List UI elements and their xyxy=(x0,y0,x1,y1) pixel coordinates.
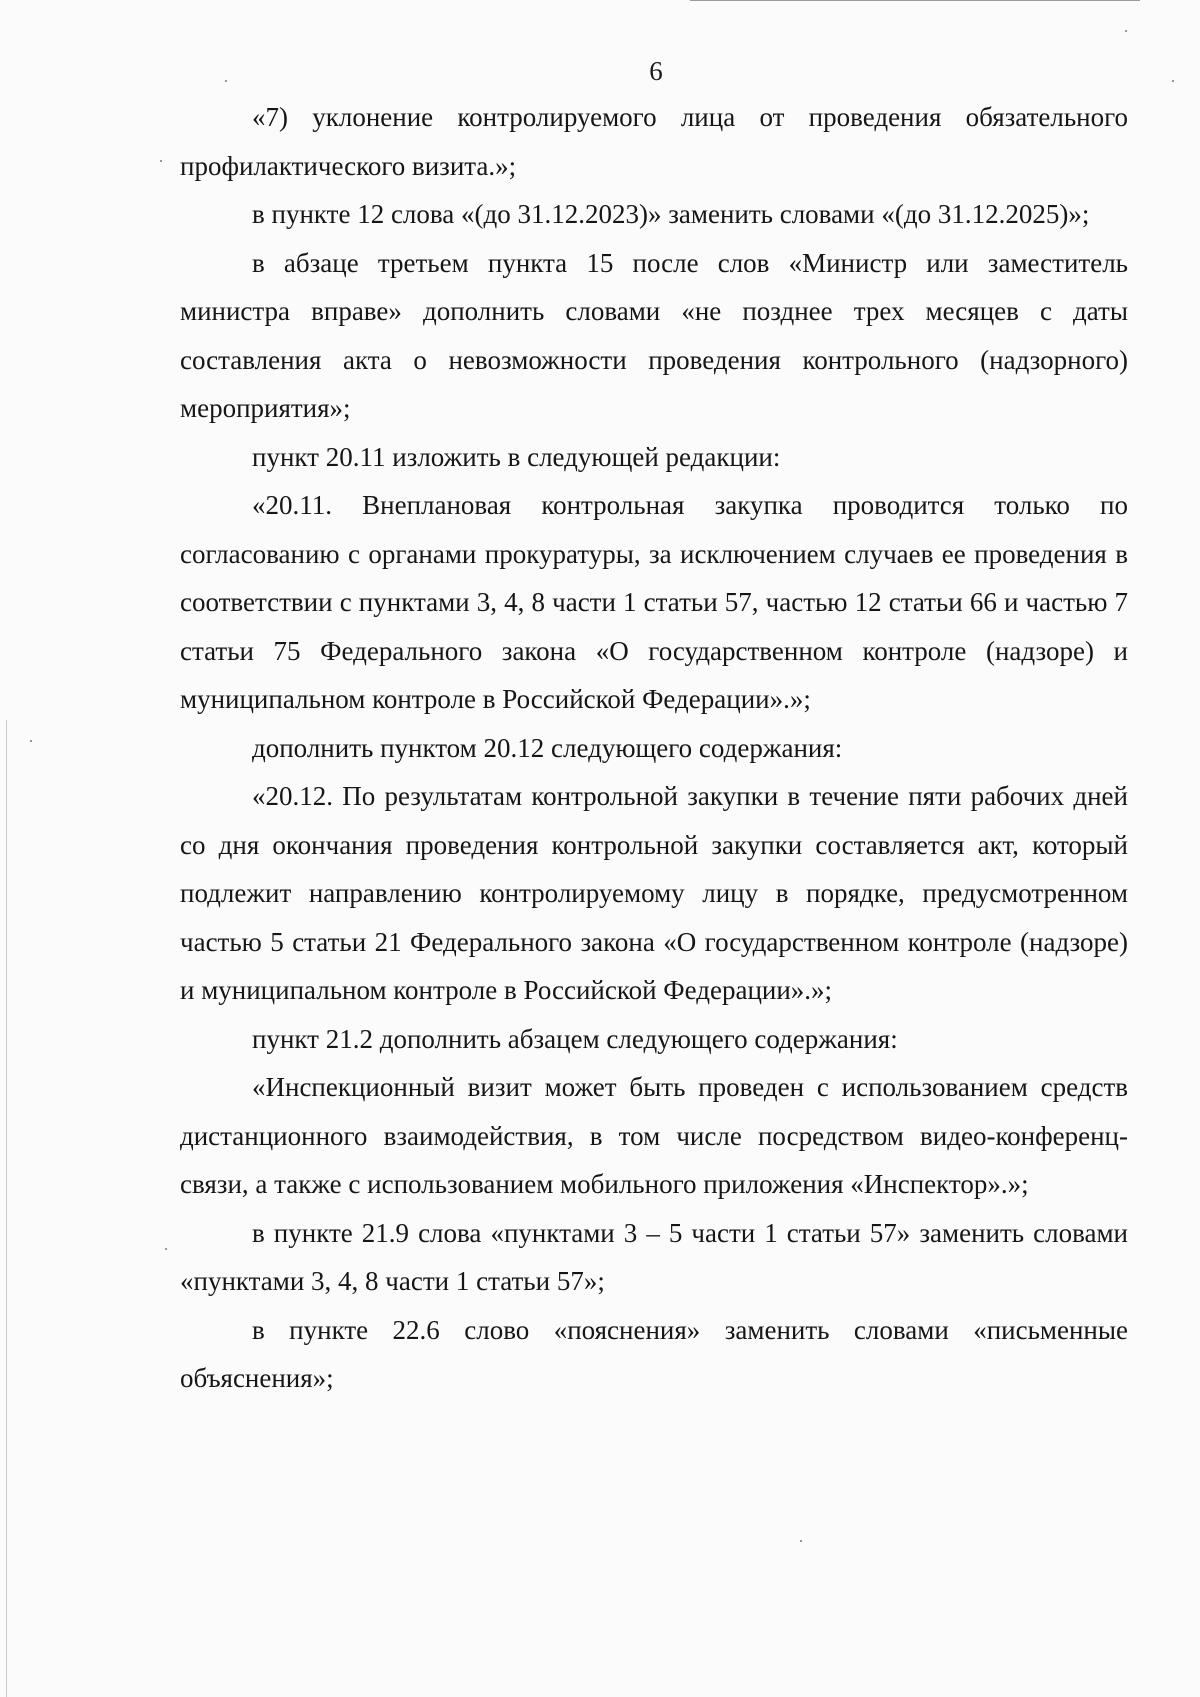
scan-speck xyxy=(160,160,162,162)
document-body xyxy=(180,93,1128,1403)
paragraph: в пункте 12 слова «(до 31.12.2023)» заменить словами «(до 31.12.2025)»; xyxy=(252,199,1090,229)
paragraph: в абзаце третьем пункта 15 после слов «Министр или заместитель министра вправе» дополнить словами «не позднее трех месяцев с даты составления акта о невозможности проведения контрольного (надзорного) мероприятия»; xyxy=(180,247,1128,423)
paragraph: в пункте 22.6 слово «пояснения» заменить словами «письменные объяснения»; xyxy=(180,1314,1128,1393)
page-number: 6 xyxy=(649,56,663,86)
scan-speck xyxy=(1125,30,1127,32)
scan-left-edge-line xyxy=(6,720,7,1697)
paragraph: «20.11. Внеплановая контрольная закупка проводится только по согласованию с органами прокуратуры, за исключением случаев ее проведения в соответствии с пунктами 3, 4, 8 части 1 статьи 57, частью 12 статьи 66 и частью 7 статьи 75 Федерального закона «О государственном контроле (надзоре) и муниципальном контроле в Российской Федерации».»; xyxy=(180,490,1128,714)
paragraph: пункт 20.11 изложить в следующей редакции: xyxy=(252,441,781,472)
paragraph: пункт 21.2 дополнить абзацем следующего содержания: xyxy=(252,1023,898,1054)
scan-speck xyxy=(800,1540,802,1542)
paragraph: в пункте 21.9 слова «пунктами 3 – 5 части 1 статьи 57» заменить словами «пунктами 3, 4, 8 части 1 статьи 57»; xyxy=(180,1217,1128,1296)
paragraph: дополнить пунктом 20.12 следующего содержания: xyxy=(252,732,843,763)
scan-speck xyxy=(165,1248,167,1250)
paragraph: «20.12. По результатам контрольной закупки в течение пяти рабочих дней со дня окончания проведения контрольной закупки составляется акт, который подлежит направлению контролируемому лицу в порядке, предусмотренном частью 5 статьи 21 Федерального закона «О государственном контроле (надзоре) и муниципальном контроле в Российской Федерации».»; xyxy=(180,781,1128,1005)
paragraph: «7) уклонение контролируемого лица от проведения обязательного профилактического визита.»; xyxy=(180,102,1128,181)
paragraph: «Инспекционный визит может быть проведен с использованием средств дистанционного взаимодействия, в том числе посредством видео-конференц-связи, а также с использованием мобильного приложения «Инспектор».»; xyxy=(180,1072,1128,1199)
scan-top-edge-line xyxy=(690,0,1140,1)
scan-speck xyxy=(30,740,32,742)
